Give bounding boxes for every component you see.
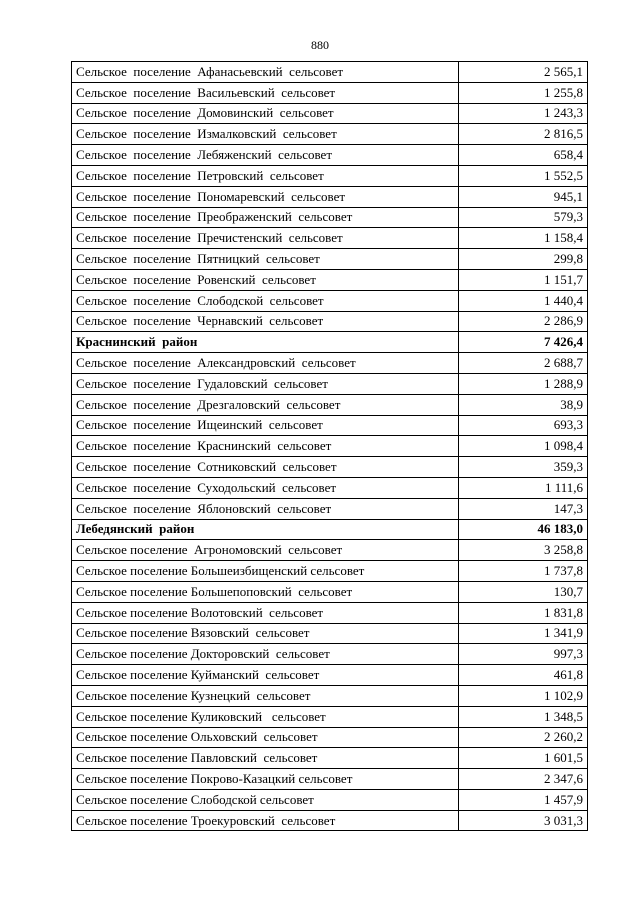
settlement-name: Сельское поселение Лебяженский сельсовет — [72, 145, 459, 166]
table-row — [72, 228, 588, 249]
settlement-name: Сельское поселение Волотовский сельсовет — [72, 602, 459, 623]
amount-value: 2 286,9 — [459, 311, 588, 332]
table-row — [72, 748, 588, 769]
table-row — [72, 207, 588, 228]
amount-value: 1 288,9 — [459, 373, 588, 394]
budget-table-body — [72, 62, 588, 831]
amount-value: 1 111,6 — [459, 477, 588, 498]
amount-value: 693,3 — [459, 415, 588, 436]
amount-value: 1 341,9 — [459, 623, 588, 644]
settlement-name: Сельское поселение Троекуровский сельсовет — [72, 810, 459, 831]
table-row — [72, 623, 588, 644]
table-row — [72, 706, 588, 727]
amount-value: 1 457,9 — [459, 789, 588, 810]
table-row — [72, 103, 588, 124]
settlement-name: Сельское поселение Дрезгаловский сельсовет — [72, 394, 459, 415]
table-row — [72, 789, 588, 810]
table-row — [72, 165, 588, 186]
page-number: 880 — [311, 38, 329, 52]
table-row — [72, 394, 588, 415]
settlement-name: Сельское поселение Гудаловский сельсовет — [72, 373, 459, 394]
amount-value: 1 151,7 — [459, 269, 588, 290]
settlement-name: Сельское поселение Вязовский сельсовет — [72, 623, 459, 644]
table-row — [72, 769, 588, 790]
district-row — [72, 332, 588, 353]
amount-value: 359,3 — [459, 457, 588, 478]
table-row — [72, 82, 588, 103]
settlement-name: Сельское поселение Доктоpовский сельсовет — [72, 644, 459, 665]
settlement-name: Сельское поселение Кузнецкий сельсовет — [72, 685, 459, 706]
amount-value: 7 426,4 — [459, 332, 588, 353]
table-row — [72, 665, 588, 686]
table-row — [72, 415, 588, 436]
amount-value: 945,1 — [459, 186, 588, 207]
settlement-name: Сельское поселение Домовинский сельсовет — [72, 103, 459, 124]
settlement-name: Сельское поселение Васильевский сельсовет — [72, 82, 459, 103]
table-row — [72, 685, 588, 706]
settlement-name: Сельское поселение Ищеинский сельсовет — [72, 415, 459, 436]
amount-value: 1 831,8 — [459, 602, 588, 623]
table-row — [72, 62, 588, 83]
settlement-name: Сельское поселение Яблоновский сельсовет — [72, 498, 459, 519]
amount-value: 997,3 — [459, 644, 588, 665]
amount-value: 1 243,3 — [459, 103, 588, 124]
amount-value: 3 258,8 — [459, 540, 588, 561]
settlement-name: Сельское поселение Афанасьевский сельсовет — [72, 62, 459, 83]
settlement-name: Сельское поселение Куликовский сельсовет — [72, 706, 459, 727]
settlement-name: Сельское поселение Сотниковский сельсовет — [72, 457, 459, 478]
table-row — [72, 727, 588, 748]
amount-value: 1 098,4 — [459, 436, 588, 457]
table-row — [72, 124, 588, 145]
table-row — [72, 249, 588, 270]
table-row — [72, 457, 588, 478]
amount-value: 2 347,6 — [459, 769, 588, 790]
table-row — [72, 373, 588, 394]
table-row — [72, 186, 588, 207]
amount-value: 46 183,0 — [459, 519, 588, 540]
settlement-name: Сельское поселение Пономаревский сельсовет — [72, 186, 459, 207]
amount-value: 2 565,1 — [459, 62, 588, 83]
settlement-name: Сельское поселение Суходольский сельсовет — [72, 477, 459, 498]
settlement-name: Сельское поселение Пречистенский сельсовет — [72, 228, 459, 249]
amount-value: 1 255,8 — [459, 82, 588, 103]
settlement-name: Сельское поселение Агрономовский сельсовет — [72, 540, 459, 561]
table-row — [72, 269, 588, 290]
settlement-name: Сельское поселение Ровенский сельсовет — [72, 269, 459, 290]
amount-value: 2 688,7 — [459, 353, 588, 374]
amount-value: 658,4 — [459, 145, 588, 166]
amount-value: 299,8 — [459, 249, 588, 270]
table-row — [72, 810, 588, 831]
amount-value: 1 552,5 — [459, 165, 588, 186]
settlement-name: Сельское поселение Петровский сельсовет — [72, 165, 459, 186]
amount-value: 38,9 — [459, 394, 588, 415]
table-row — [72, 477, 588, 498]
amount-value: 1 348,5 — [459, 706, 588, 727]
settlement-name: Сельское поселение Краснинский сельсовет — [72, 436, 459, 457]
table-row — [72, 602, 588, 623]
settlement-name: Сельское поселение Преображенский сельсовет — [72, 207, 459, 228]
settlement-name: Сельское поселение Куймaнский сельсовет — [72, 665, 459, 686]
district-name: Лебедянский район — [72, 519, 459, 540]
amount-value: 3 031,3 — [459, 810, 588, 831]
table-row — [72, 561, 588, 582]
amount-value: 2 260,2 — [459, 727, 588, 748]
settlement-name: Сельское поселение Александровский сельсовет — [72, 353, 459, 374]
settlement-name: Сельское поселение Ольховский сельсовет — [72, 727, 459, 748]
amount-value: 579,3 — [459, 207, 588, 228]
settlement-name: Сельское поселение Слободской сельсовет — [72, 789, 459, 810]
amount-value: 1 601,5 — [459, 748, 588, 769]
district-row — [72, 519, 588, 540]
settlement-name: Сельское поселение Измалковский сельсовет — [72, 124, 459, 145]
table-row — [72, 644, 588, 665]
settlement-name: Сельское поселение Чернавский сельсовет — [72, 311, 459, 332]
settlement-name: Сельское поселение Большеизбищенский сельсовет — [72, 561, 459, 582]
table-row — [72, 145, 588, 166]
amount-value: 2 816,5 — [459, 124, 588, 145]
amount-value: 130,7 — [459, 581, 588, 602]
district-name: Краснинский район — [72, 332, 459, 353]
settlement-name: Сельское поселение Большепоповский сельсовет — [72, 581, 459, 602]
amount-value: 1 737,8 — [459, 561, 588, 582]
budget-table — [71, 61, 588, 831]
settlement-name: Сельское поселение Покрово-Казацкий сельсовет — [72, 769, 459, 790]
settlement-name: Сельское поселение Пятницкий сельсовет — [72, 249, 459, 270]
amount-value: 1 158,4 — [459, 228, 588, 249]
amount-value: 1 102,9 — [459, 685, 588, 706]
table-row — [72, 436, 588, 457]
table-row — [72, 311, 588, 332]
table-row — [72, 540, 588, 561]
amount-value: 461,8 — [459, 665, 588, 686]
table-row — [72, 290, 588, 311]
table-row — [72, 581, 588, 602]
table-row — [72, 498, 588, 519]
settlement-name: Сельское поселение Павловский сельсовет — [72, 748, 459, 769]
amount-value: 1 440,4 — [459, 290, 588, 311]
amount-value: 147,3 — [459, 498, 588, 519]
settlement-name: Сельское поселение Слободской сельсовет — [72, 290, 459, 311]
table-row — [72, 353, 588, 374]
